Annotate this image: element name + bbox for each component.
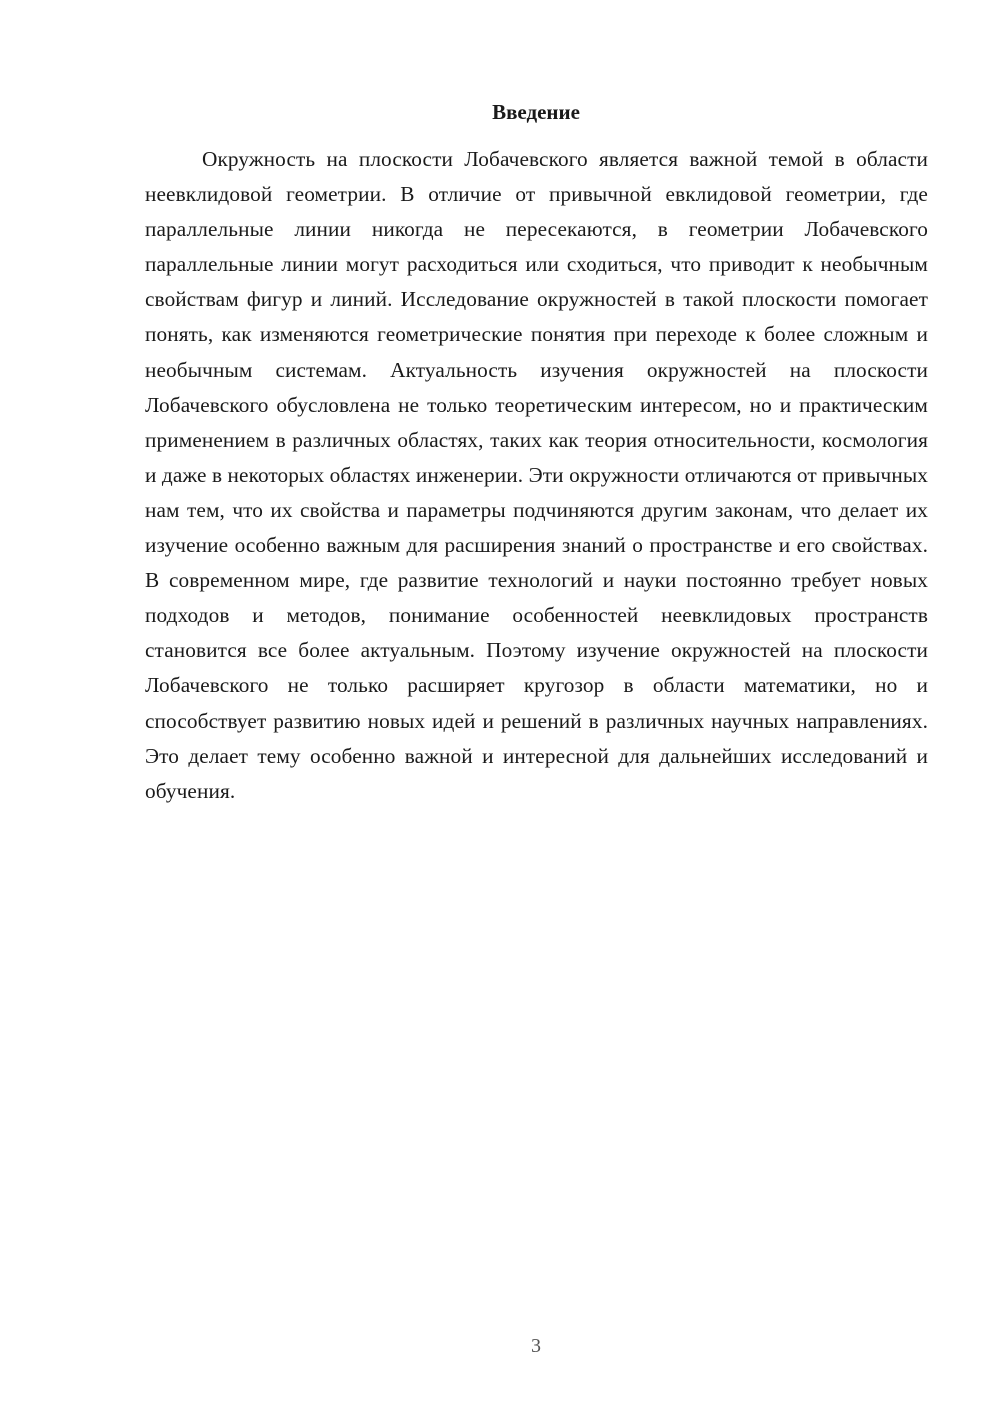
section-heading: Введение <box>492 100 580 124</box>
page-number: 3 <box>531 1335 541 1357</box>
body-paragraph: Окружность на плоскости Лобачевского является важной темой в области неевклидовой геометрии. В отличие от привычной евклидовой геометрии, где параллельные линии никогда не пересекаются, в геометрии Лобачевского параллельные линии могут расходиться или сходиться, что приводит к необычным свойствам фигур и линий. Исследование окружностей в такой плоскости помогает понять, как изменяются геометрические понятия при переходе к более сложным и необычным системам. Актуальность изучения окружностей на плоскости Лобачевского обусловлена не только теоретическим интересом, но и практическим применением в различных областях, таких как теория относительности, космология и даже в некоторых областях инженерии. Эти окружности отличаются от привычных нам тем, что их свойства и параметры подчиняются другим законам, что делает их изучение особенно важным для расширения знаний о пространстве и его свойствах. В современном мире, где развитие технологий и науки постоянно требует новых подходов и методов, понимание особенностей неевклидовых пространств становится все более актуальным. Поэтому изучение окружностей на плоскости Лобачевского не только расширяет кругозор в области математики, но и способствует развитию новых идей и решений в различных научных направлениях. Это делает тему особенно важной и интересной для дальнейших исследований и обучения. <box>145 147 928 803</box>
